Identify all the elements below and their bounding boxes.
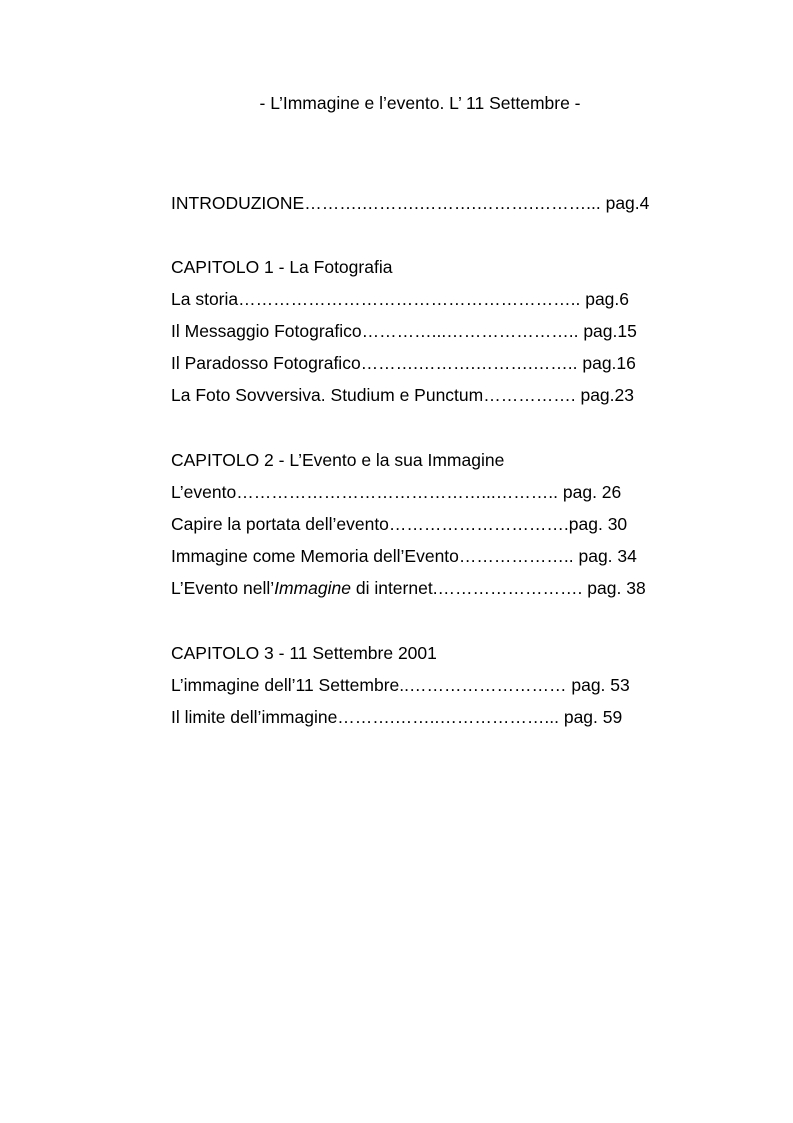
toc-entry-text: L’Evento nell’ xyxy=(171,578,275,598)
toc-entry-text: di internet.……………………. pag. 38 xyxy=(350,578,646,598)
toc-entry: L’immagine dell’11 Settembre..……………………… pag. 53 xyxy=(171,675,630,695)
toc-entry: Il Messaggio Fotografico…………...………………….. pag.15 xyxy=(171,321,637,341)
toc-entry: La Foto Sovversiva. Studium e Punctum……………. pag.23 xyxy=(171,385,634,405)
toc-entry-introduzione: INTRODUZIONE……….……….……….……….………... pag.4 xyxy=(171,193,650,213)
toc-entry: Capire la portata dell’evento………………………….pag. 30 xyxy=(171,514,628,534)
chapter-heading-1: CAPITOLO 1 - La Fotografia xyxy=(171,257,393,277)
toc-entry: La storia………………………………………………….. pag.6 xyxy=(171,289,629,309)
chapter-heading-3: CAPITOLO 3 - 11 Settembre 2001 xyxy=(171,643,437,663)
toc-entry: Il Paradosso Fotografico……….……….……….…….. pag.16 xyxy=(171,353,636,373)
toc-entry-internet xyxy=(171,580,646,598)
toc-entry: L’evento……………………………………...……….. pag. 26 xyxy=(171,482,622,502)
toc-entry: Immagine come Memoria dell’Evento……………….. pag. 34 xyxy=(171,546,637,566)
page-title: - L’Immagine e l’evento. L’ 11 Settembre - xyxy=(259,93,581,113)
toc-entry-italic-text: Immagine xyxy=(274,578,351,598)
toc-entry: Il limite dell’immagine……….……..………………... pag. 59 xyxy=(171,707,623,727)
chapter-heading-2: CAPITOLO 2 - L’Evento e la sua Immagine xyxy=(171,450,505,470)
